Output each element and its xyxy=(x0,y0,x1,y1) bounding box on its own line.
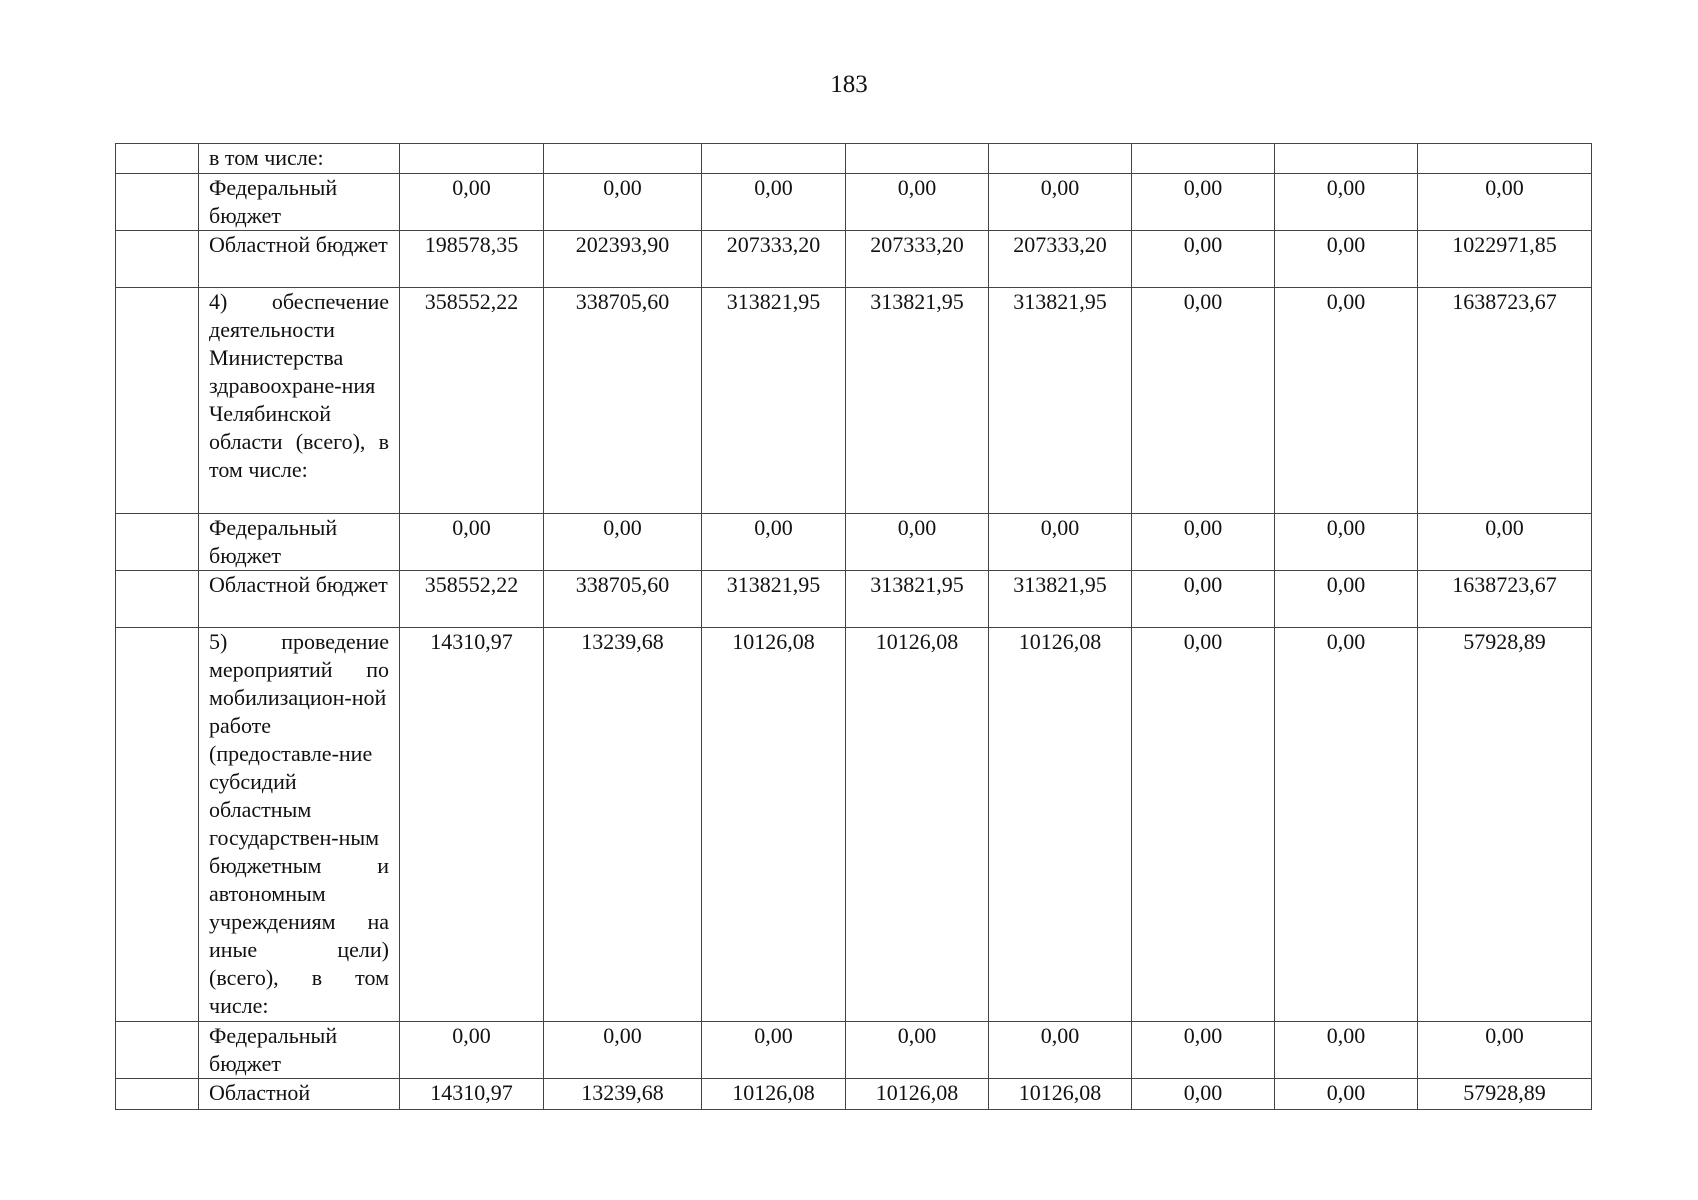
value-cell: 358552,22 xyxy=(400,288,544,514)
row-label: Федеральный бюджет xyxy=(199,1022,400,1079)
value-cell: 0,00 xyxy=(1275,231,1418,288)
value-cell: 1638723,67 xyxy=(1418,571,1592,628)
value-cell: 0,00 xyxy=(400,514,544,571)
value-cell: 1638723,67 xyxy=(1418,288,1592,514)
value-cell: 0,00 xyxy=(1132,571,1275,628)
row-index-cell xyxy=(116,288,199,514)
row-index-cell xyxy=(116,514,199,571)
value-cell: 313821,95 xyxy=(846,571,989,628)
budget-table xyxy=(115,143,1592,1110)
value-cell: 0,00 xyxy=(1275,628,1418,1022)
budget-table-body xyxy=(116,144,1592,1110)
value-cell: 13239,68 xyxy=(544,1079,702,1110)
value-cell: 202393,90 xyxy=(544,231,702,288)
value-cell: 0,00 xyxy=(702,174,846,231)
table-row xyxy=(116,1079,1592,1110)
table-row xyxy=(116,628,1592,1022)
value-cell xyxy=(989,144,1132,174)
value-cell: 0,00 xyxy=(846,514,989,571)
value-cell: 10126,08 xyxy=(846,628,989,1022)
value-cell: 338705,60 xyxy=(544,288,702,514)
value-cell: 313821,95 xyxy=(989,571,1132,628)
row-label: 4) обеспечение деятельности Министерства здравоохране-ния Челябинской области (всего), в том числе: xyxy=(199,288,400,514)
table-row xyxy=(116,514,1592,571)
value-cell: 0,00 xyxy=(846,174,989,231)
row-index-cell xyxy=(116,1022,199,1079)
value-cell: 10126,08 xyxy=(702,1079,846,1110)
row-index-cell xyxy=(116,144,199,174)
value-cell: 0,00 xyxy=(989,174,1132,231)
value-cell: 0,00 xyxy=(1132,231,1275,288)
value-cell: 0,00 xyxy=(544,514,702,571)
value-cell: 10126,08 xyxy=(989,628,1132,1022)
value-cell: 0,00 xyxy=(400,174,544,231)
value-cell: 0,00 xyxy=(846,1022,989,1079)
value-cell: 338705,60 xyxy=(544,571,702,628)
value-cell xyxy=(846,144,989,174)
value-cell: 0,00 xyxy=(1418,514,1592,571)
value-cell xyxy=(400,144,544,174)
table-row xyxy=(116,174,1592,231)
value-cell: 0,00 xyxy=(1275,571,1418,628)
value-cell: 0,00 xyxy=(989,514,1132,571)
value-cell: 0,00 xyxy=(1132,288,1275,514)
value-cell: 0,00 xyxy=(1275,174,1418,231)
value-cell: 0,00 xyxy=(1275,1022,1418,1079)
value-cell: 0,00 xyxy=(1132,1022,1275,1079)
row-label: Областной xyxy=(199,1079,400,1110)
value-cell: 0,00 xyxy=(1418,174,1592,231)
row-label: Федеральный бюджет xyxy=(199,174,400,231)
value-cell: 0,00 xyxy=(1275,514,1418,571)
value-cell xyxy=(702,144,846,174)
value-cell: 0,00 xyxy=(1132,174,1275,231)
value-cell: 57928,89 xyxy=(1418,1079,1592,1110)
value-cell: 13239,68 xyxy=(544,628,702,1022)
table-row xyxy=(116,144,1592,174)
value-cell: 198578,35 xyxy=(400,231,544,288)
value-cell: 0,00 xyxy=(702,1022,846,1079)
value-cell: 207333,20 xyxy=(989,231,1132,288)
value-cell xyxy=(1418,144,1592,174)
value-cell: 0,00 xyxy=(1275,1079,1418,1110)
value-cell: 313821,95 xyxy=(702,288,846,514)
value-cell: 0,00 xyxy=(1132,628,1275,1022)
value-cell: 313821,95 xyxy=(846,288,989,514)
table-row xyxy=(116,231,1592,288)
value-cell: 10126,08 xyxy=(846,1079,989,1110)
table-row xyxy=(116,571,1592,628)
value-cell: 358552,22 xyxy=(400,571,544,628)
row-label: Областной бюджет xyxy=(199,571,400,628)
row-index-cell xyxy=(116,628,199,1022)
value-cell: 57928,89 xyxy=(1418,628,1592,1022)
value-cell: 14310,97 xyxy=(400,1079,544,1110)
value-cell: 207333,20 xyxy=(702,231,846,288)
value-cell: 0,00 xyxy=(400,1022,544,1079)
value-cell xyxy=(1275,144,1418,174)
row-index-cell xyxy=(116,571,199,628)
row-index-cell xyxy=(116,231,199,288)
value-cell: 0,00 xyxy=(544,174,702,231)
value-cell: 10126,08 xyxy=(702,628,846,1022)
table-row xyxy=(116,1022,1592,1079)
row-index-cell xyxy=(116,174,199,231)
row-label: Областной бюджет xyxy=(199,231,400,288)
row-index-cell xyxy=(116,1079,199,1110)
value-cell: 14310,97 xyxy=(400,628,544,1022)
value-cell: 0,00 xyxy=(544,1022,702,1079)
value-cell: 0,00 xyxy=(1418,1022,1592,1079)
value-cell: 313821,95 xyxy=(702,571,846,628)
page-number: 183 xyxy=(830,71,868,98)
value-cell xyxy=(1132,144,1275,174)
value-cell: 207333,20 xyxy=(846,231,989,288)
value-cell: 0,00 xyxy=(1132,514,1275,571)
value-cell: 313821,95 xyxy=(989,288,1132,514)
row-label: 5) проведение мероприятий по мобилизацион-ной работе (предоставле-ние субсидий областным государствен-ным бюджетным и автономным учреждениям на иные цели) (всего), в том числе: xyxy=(199,628,400,1022)
value-cell xyxy=(544,144,702,174)
row-label: Федеральный бюджет xyxy=(199,514,400,571)
row-label: в том числе: xyxy=(199,144,400,174)
value-cell: 0,00 xyxy=(1132,1079,1275,1110)
value-cell: 0,00 xyxy=(989,1022,1132,1079)
value-cell: 0,00 xyxy=(702,514,846,571)
value-cell: 0,00 xyxy=(1275,288,1418,514)
value-cell: 10126,08 xyxy=(989,1079,1132,1110)
value-cell: 1022971,85 xyxy=(1418,231,1592,288)
table-row xyxy=(116,288,1592,514)
